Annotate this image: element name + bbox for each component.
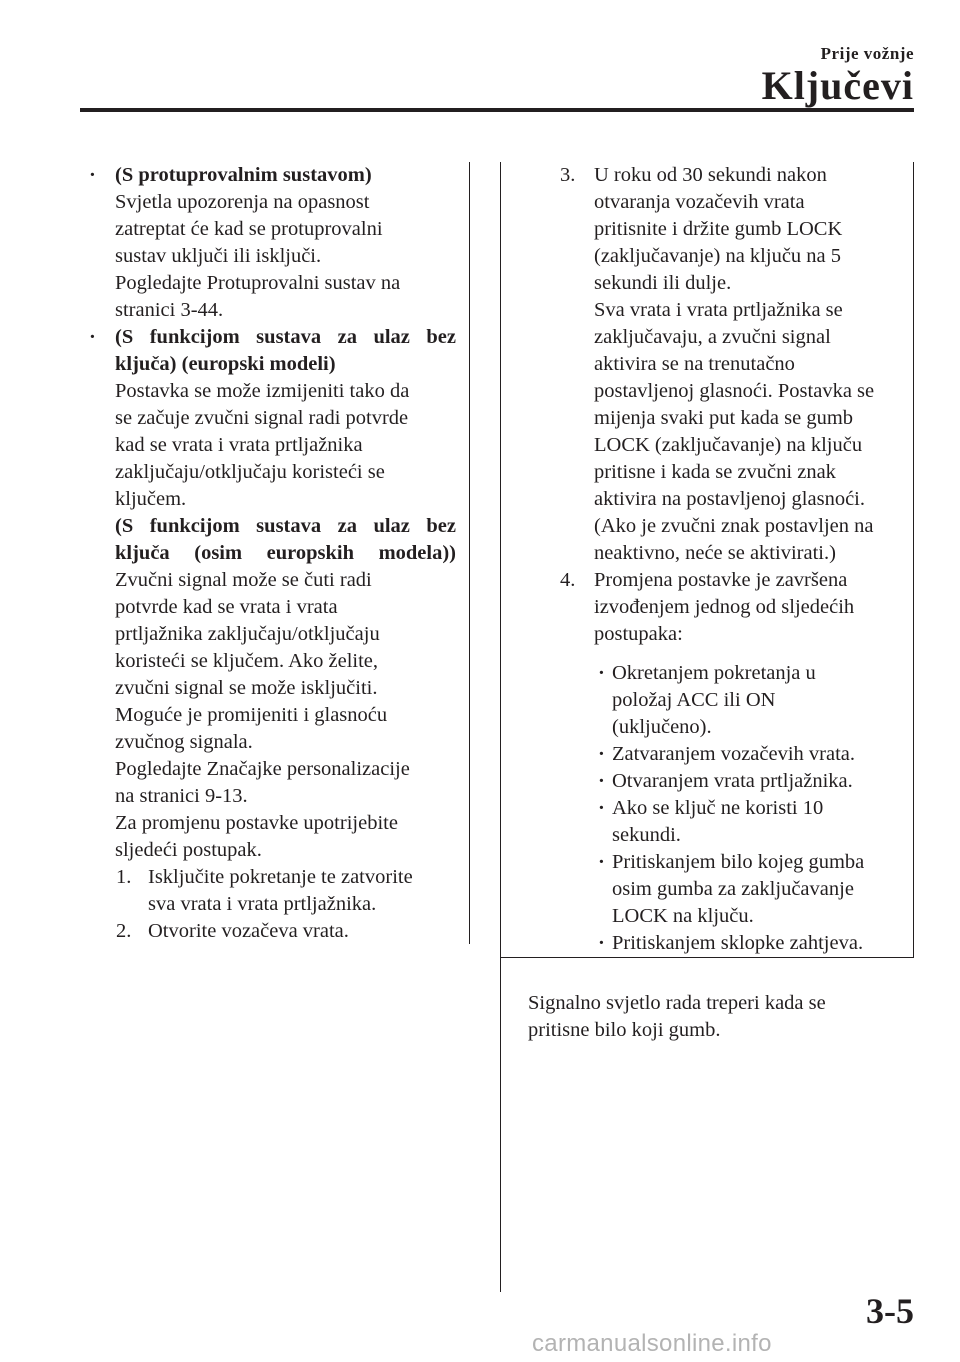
step-number: 4.	[560, 569, 576, 591]
text-line: zatreptat će kad se protuprovalni	[115, 218, 383, 240]
text-line: osim gumba za zaključavanje	[612, 878, 854, 900]
bullet-dot: ·	[598, 797, 605, 819]
text-line: izvođenjem jednog od sljedećih	[594, 596, 855, 618]
text-line: LOCK na ključu.	[612, 905, 754, 927]
text-line: Pritiskanjem bilo kojeg gumba	[612, 851, 865, 873]
text-line: potvrde kad se vrata i vrata	[115, 596, 338, 618]
list-item	[528, 930, 908, 957]
text-line: otvaranja vozačevih vrata	[594, 191, 805, 213]
text-line: (zaključavanje) na ključu na 5	[594, 245, 842, 267]
list-item	[528, 849, 908, 930]
text-line: Moguće je promijeniti i glasnoću	[115, 704, 388, 726]
text-line: pritisne i kada se zvučni znak	[594, 461, 836, 483]
signal-light-note	[528, 990, 908, 1044]
page-number: 3-5	[866, 1291, 914, 1331]
text-line: aktivira se na trenutačno	[594, 353, 795, 375]
text-line: sustav uključi ili isključi.	[115, 245, 322, 267]
bullet-dot: ·	[598, 770, 605, 792]
text-line: zaključavaju, a zvučni signal	[594, 326, 831, 348]
text-line: mijenja svaki put kada se gumb	[594, 407, 854, 429]
bullet-dot: ·	[89, 326, 96, 348]
completion-methods-list	[528, 660, 908, 957]
text-line: sekundi.	[612, 824, 681, 846]
list-item	[528, 795, 908, 849]
text-line: Ako se ključ ne koristi 10	[612, 797, 824, 819]
bullet-heading: (S protuprovalnim sustavom)	[115, 164, 372, 186]
text-line: zvučni signal se može isključiti.	[115, 677, 378, 699]
text-line: stranici 3-44.	[115, 299, 224, 321]
text-line: se začuje zvučni signal radi potvrde	[115, 407, 409, 429]
text-line: (uključeno).	[612, 716, 712, 738]
text-line: Pogledajte Značajke personalizacije	[115, 758, 410, 780]
text-line: Postavka se može izmijeniti tako da	[115, 380, 410, 402]
text-line: zaključaju/otključaju koristeći se	[115, 461, 385, 483]
text-line: sljedeći postupak.	[115, 839, 262, 861]
right-column	[528, 162, 908, 957]
bullet-heading: ključa) (europski modeli)	[115, 353, 336, 375]
text-line: pritisne bilo koji gumb.	[528, 1019, 721, 1041]
text-line: sekundi ili dulje.	[594, 272, 732, 294]
header-rule	[80, 108, 914, 112]
text-line: kad se vrata i vrata prtljažnika	[115, 434, 363, 456]
bullet-dot: ·	[598, 662, 605, 684]
list-item	[528, 768, 908, 795]
step-2	[82, 918, 456, 945]
text-line: Okretanjem pokretanja u	[612, 662, 816, 684]
text-line: postavljenoj glasnoći. Postavka se	[594, 380, 875, 402]
bullet-dot: ·	[598, 932, 605, 954]
chapter-title: Ključevi	[761, 63, 914, 108]
step-3	[528, 162, 908, 567]
text-line: Zvučni signal može se čuti radi	[115, 569, 372, 591]
bullet-anti-theft	[82, 162, 456, 324]
text-line: U roku od 30 sekundi nakon	[594, 164, 827, 186]
text-line: ključem.	[115, 488, 187, 510]
bullet-keyless-entry	[82, 324, 456, 864]
list-item	[528, 660, 908, 741]
step-number: 3.	[560, 164, 576, 186]
left-column-divider	[469, 162, 470, 944]
text-line: na stranici 9-13.	[115, 785, 248, 807]
sub-heading: (S funkcijom sustava za ulaz bez	[115, 515, 456, 537]
bullet-dot: ·	[598, 743, 605, 765]
text-line: Signalno svjetlo rada treperi kada se	[528, 992, 826, 1014]
text-line: Zatvaranjem vozačevih vrata.	[612, 743, 856, 765]
step-1	[82, 864, 456, 918]
step-number: 1.	[116, 866, 132, 888]
text-line: Pogledajte Protuprovalni sustav na	[115, 272, 401, 294]
text-line: položaj ACC ili ON	[612, 689, 776, 711]
text-line: Otvaranjem vrata prtljažnika.	[612, 770, 853, 792]
text-line: postupaka:	[594, 623, 683, 645]
text-line: LOCK (zaključavanje) na ključu	[594, 434, 863, 456]
text-line: sva vrata i vrata prtljažnika.	[148, 893, 377, 915]
text-line: Isključite pokretanje te zatvorite	[148, 866, 413, 888]
list-item	[528, 741, 908, 768]
text-line: Pritiskanjem sklopke zahtjeva.	[612, 932, 864, 954]
watermark: carmanualsonline.info	[532, 1330, 772, 1357]
text-line: Za promjenu postavke upotrijebite	[115, 812, 398, 834]
text-line: koristeći se ključem. Ako želite,	[115, 650, 379, 672]
bullet-dot: ·	[89, 164, 96, 186]
step-4	[528, 567, 908, 648]
section-label: Prije vožnje	[820, 44, 914, 63]
text-line: Svjetla upozorenja na opasnost	[115, 191, 370, 213]
text-line: pritisnite i držite gumb LOCK	[594, 218, 843, 240]
text-line: Otvorite vozačeva vrata.	[148, 920, 349, 942]
text-line: neaktivno, neće se aktivirati.)	[594, 542, 836, 564]
bullet-heading: (S funkcijom sustava za ulaz bez	[115, 326, 456, 348]
text-line: prtljažnika zaključaju/otključaju	[115, 623, 380, 645]
sub-heading: ključa (osim europskih modela))	[115, 542, 456, 564]
text-line: zvučnog signala.	[115, 731, 253, 753]
text-line: Sva vrata i vrata prtljažnika se	[594, 299, 843, 321]
bullet-dot: ·	[598, 851, 605, 873]
step-number: 2.	[116, 920, 132, 942]
text-line: Promjena postavke je završena	[594, 569, 848, 591]
text-line: aktivira na postavljenoj glasnoći.	[594, 488, 865, 510]
text-line: (Ako je zvučni znak postavljen na	[594, 515, 874, 537]
left-column	[82, 162, 456, 945]
